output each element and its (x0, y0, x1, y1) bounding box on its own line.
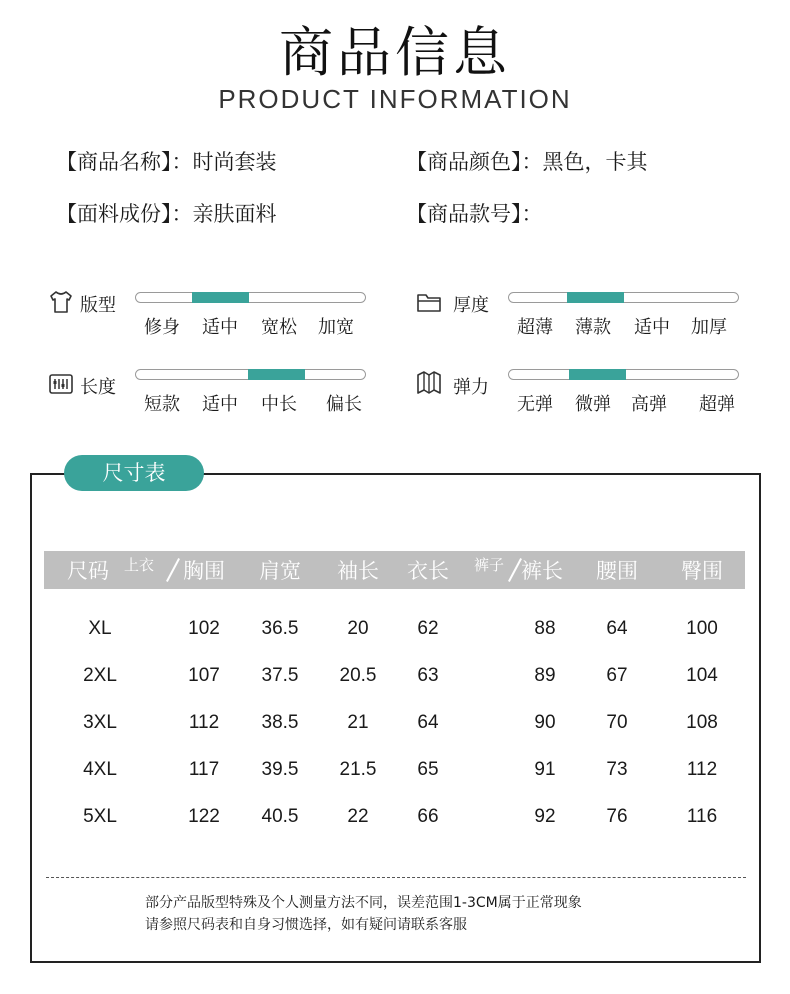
map-fold-icon (416, 370, 442, 396)
scale-option: 超薄 (517, 317, 553, 338)
info-color: 【商品颜色】：黑色，卡其 (406, 150, 648, 174)
fit-scale-indicator (192, 292, 249, 303)
cell-size: 5XL (83, 806, 117, 827)
group-label-pants: 裤子 (474, 556, 505, 574)
measurement-note: 部分产品版型特殊及个人测量方法不同，误差范围1-3CM属于正常现象 (145, 895, 582, 911)
cell-size: 4XL (83, 759, 117, 780)
cell-shoulder: 36.5 (261, 618, 299, 639)
scale-option: 超弹 (699, 394, 735, 415)
header-chest: 胸围 (183, 559, 225, 583)
cell-size: 3XL (83, 712, 117, 733)
info-style-no: 【商品款号】： (406, 202, 543, 226)
attribute-label: 版型 (80, 295, 116, 316)
cell-waist: 70 (606, 712, 628, 733)
cell-pants-length: 91 (534, 759, 556, 780)
scale-option: 高弹 (631, 394, 667, 415)
cell-waist: 67 (606, 665, 628, 686)
elasticity-scale-track (508, 369, 739, 380)
header-hip: 臀围 (681, 559, 723, 583)
cell-waist: 76 (606, 806, 628, 827)
page-subtitle: PRODUCT INFORMATION (218, 84, 572, 114)
scale-option: 无弹 (517, 394, 553, 415)
info-product-name: 【商品名称】：时尚套装 (56, 150, 277, 174)
scale-option: 微弹 (575, 394, 611, 415)
elasticity-scale-indicator (569, 369, 626, 380)
cell-top-length: 64 (417, 712, 439, 733)
cell-top-length: 62 (417, 618, 439, 639)
header-pants-length: 裤长 (521, 559, 563, 583)
attribute-label: 厚度 (453, 295, 489, 316)
cell-size: 2XL (83, 665, 117, 686)
cell-hip: 100 (686, 618, 718, 639)
header-waist: 腰围 (596, 559, 638, 583)
scale-option: 偏长 (326, 394, 362, 415)
scale-option: 中长 (261, 394, 297, 415)
cell-hip: 116 (686, 806, 718, 827)
fit-scale-track (135, 292, 366, 303)
cell-chest: 122 (188, 806, 220, 827)
cell-pants-length: 89 (534, 665, 556, 686)
attribute-label: 长度 (80, 377, 116, 398)
cell-waist: 64 (606, 618, 628, 639)
length-scale-indicator (248, 369, 305, 380)
scale-option: 宽松 (261, 317, 297, 338)
cell-shoulder: 39.5 (261, 759, 299, 780)
cell-waist: 73 (606, 759, 628, 780)
cell-sleeve: 20 (347, 618, 369, 639)
cell-top-length: 65 (417, 759, 439, 780)
thickness-scale-indicator (567, 292, 624, 303)
cell-pants-length: 92 (534, 806, 556, 827)
thickness-scale-track (508, 292, 739, 303)
ruler-icon (48, 371, 74, 397)
cell-hip: 108 (686, 712, 718, 733)
cell-hip: 112 (686, 759, 718, 780)
header-size: 尺码 (67, 559, 109, 583)
scale-option: 修身 (144, 317, 180, 338)
cell-sleeve: 21.5 (339, 759, 377, 780)
scale-option: 加厚 (691, 317, 727, 338)
header-shoulder: 肩宽 (259, 559, 301, 583)
page-title: 商品信息 (279, 21, 511, 84)
scale-option: 薄款 (575, 317, 611, 338)
folder-icon (416, 289, 442, 315)
attribute-label: 弹力 (453, 377, 489, 398)
cell-top-length: 63 (417, 665, 439, 686)
scale-option: 适中 (202, 317, 238, 338)
cell-top-length: 66 (417, 806, 439, 827)
cell-sleeve: 21 (347, 712, 369, 733)
cell-chest: 107 (188, 665, 220, 686)
cell-chest: 117 (188, 759, 220, 780)
scale-option: 短款 (144, 394, 180, 415)
size-chart-panel (30, 473, 761, 963)
cell-chest: 112 (188, 712, 220, 733)
cell-size: XL (88, 618, 112, 639)
size-chart-tab: 尺寸表 (64, 455, 204, 491)
header-sleeve: 袖长 (337, 559, 379, 583)
scale-option: 适中 (634, 317, 670, 338)
info-fabric: 【面料成份】：亲肤面料 (56, 202, 277, 226)
header-top-length: 衣长 (407, 559, 449, 583)
cell-pants-length: 88 (534, 618, 556, 639)
tshirt-icon (48, 289, 74, 315)
cell-shoulder: 37.5 (261, 665, 299, 686)
divider (46, 877, 746, 878)
scale-option: 适中 (202, 394, 238, 415)
cell-hip: 104 (686, 665, 718, 686)
scale-option: 加宽 (318, 317, 354, 338)
measurement-note: 请参照尺码表和自身习惯选择，如有疑问请联系客服 (145, 917, 467, 933)
length-scale-track (135, 369, 366, 380)
size-table-header (44, 551, 745, 589)
cell-pants-length: 90 (534, 712, 556, 733)
cell-chest: 102 (188, 618, 220, 639)
cell-sleeve: 22 (347, 806, 369, 827)
group-label-top: 上衣 (124, 556, 155, 574)
cell-sleeve: 20.5 (339, 665, 377, 686)
cell-shoulder: 40.5 (261, 806, 299, 827)
cell-shoulder: 38.5 (261, 712, 299, 733)
